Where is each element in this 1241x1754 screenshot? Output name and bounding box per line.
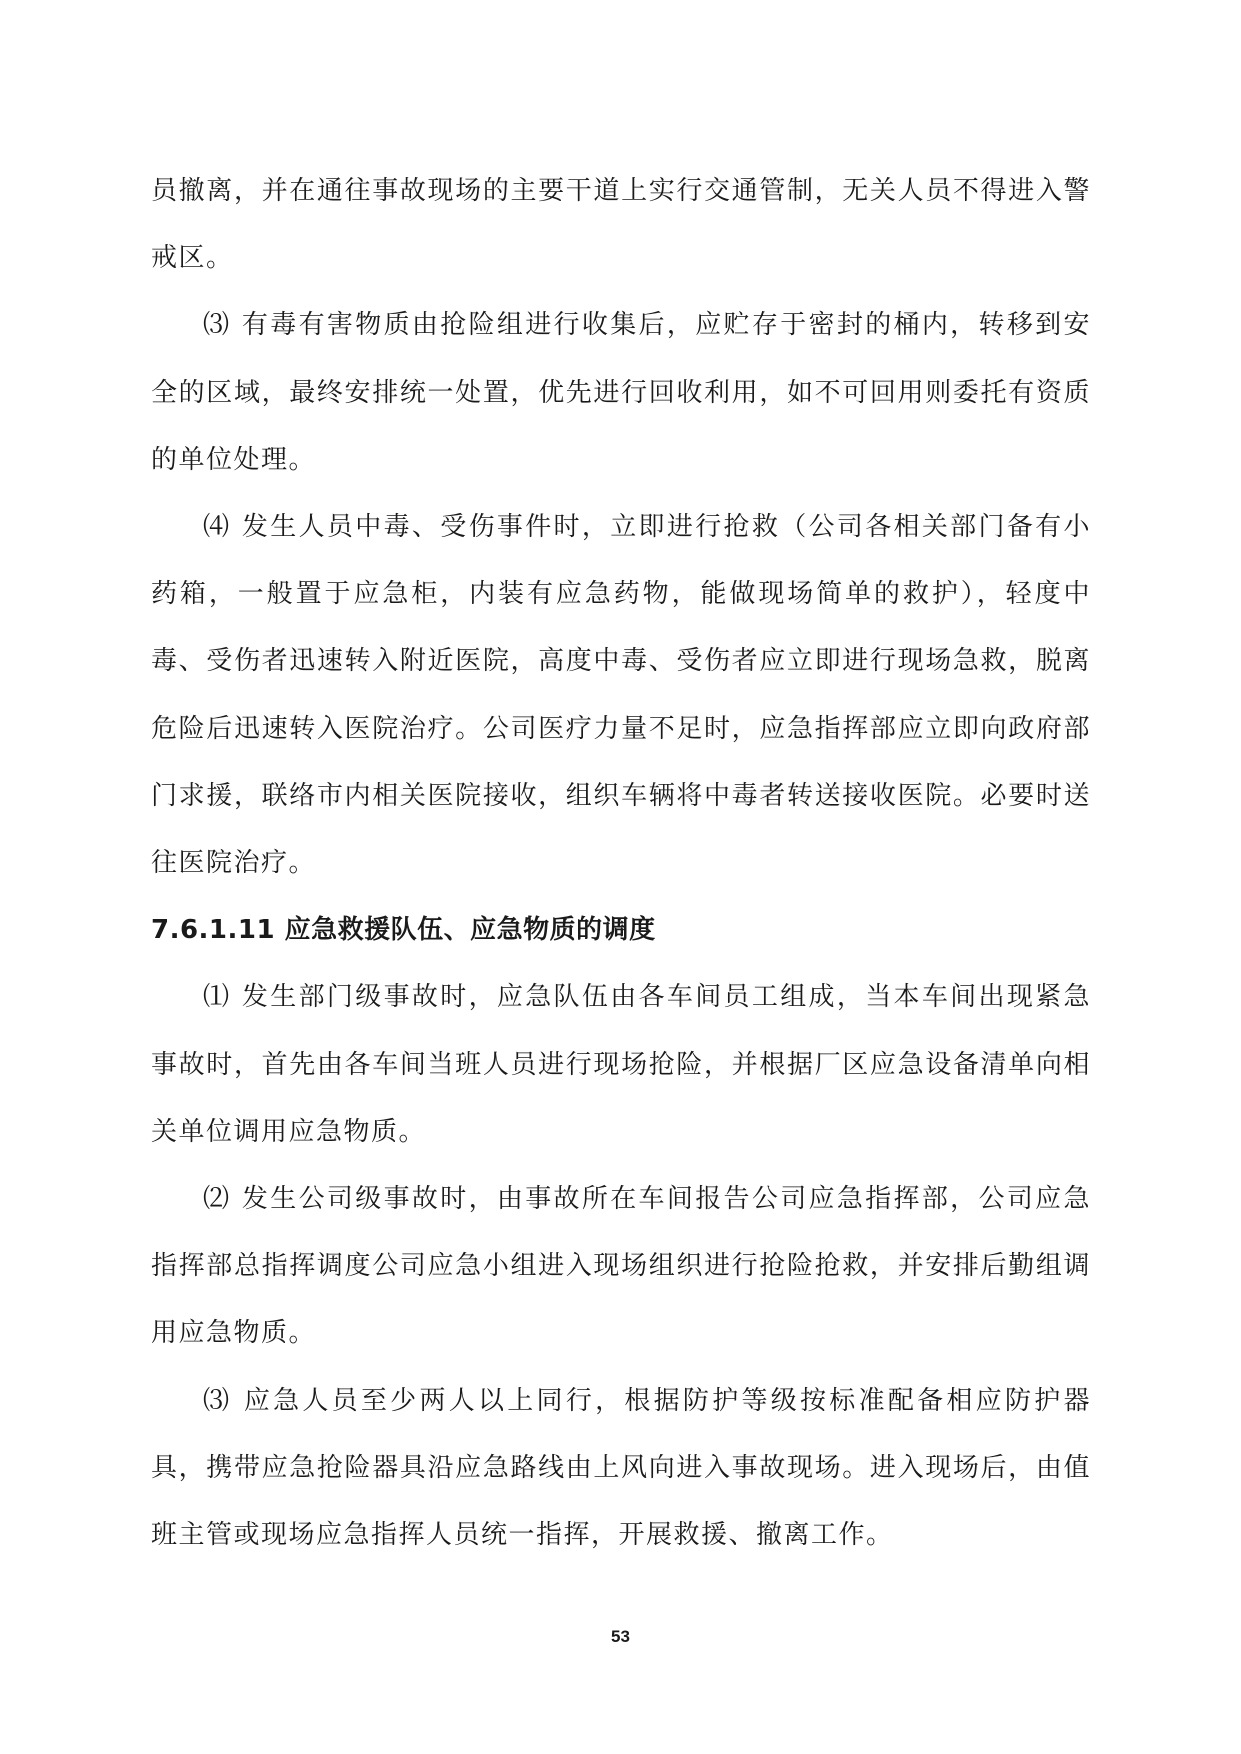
document-body	[151, 158, 1091, 1569]
paragraph-item-4: ⑷ 发生人员中毒、受伤事件时，立即进行抢救（公司各相关部门备有小药箱，一般置于应急柜，内装有应急药物，能做现场简单的救护），轻度中毒、受伤者迅速转入附近医院，高度中毒、受伤者应立即进行现场急救，脱离危险后迅速转入医院治疗。公司医疗力量不足时，应急指挥部应立即向政府部门求援，联络市内相关医院接收，组织车辆将中毒者转送接收医院。必要时送往医院治疗。	[151, 512, 1091, 879]
section-paragraph-2: ⑵ 发生公司级事故时，由事故所在车间报告公司应急指挥部，公司应急指挥部总指挥调度公司应急小组进入现场组织进行抢险抢救，并安排后勤组调用应急物质。	[151, 1184, 1091, 1349]
paragraph-item-3: ⑶ 有毒有害物质由抢险组进行收集后，应贮存于密封的桶内，转移到安全的区域，最终安排统一处置，优先进行回收利用，如不可回用则委托有资质的单位处理。	[151, 310, 1091, 475]
page-number: 53	[611, 1627, 630, 1646]
section-heading: 7.6.1.11 应急救援队伍、应急物质的调度	[151, 915, 656, 946]
section-paragraph-3: ⑶ 应急人员至少两人以上同行，根据防护等级按标准配备相应防护器具，携带应急抢险器具沿应急路线由上风向进入事故现场。进入现场后，由值班主管或现场应急指挥人员统一指挥，开展救援、撤离工作。	[151, 1385, 1091, 1551]
section-paragraph-1: ⑴ 发生部门级事故时，应急队伍由各车间员工组成，当本车间出现紧急事故时，首先由各车间当班人员进行现场抢险，并根据厂区应急设备清单向相关单位调用应急物质。	[151, 982, 1091, 1147]
paragraph-continuation: 员撤离，并在通往事故现场的主要干道上实行交通管制，无关人员不得进入警戒区。	[151, 176, 1091, 274]
